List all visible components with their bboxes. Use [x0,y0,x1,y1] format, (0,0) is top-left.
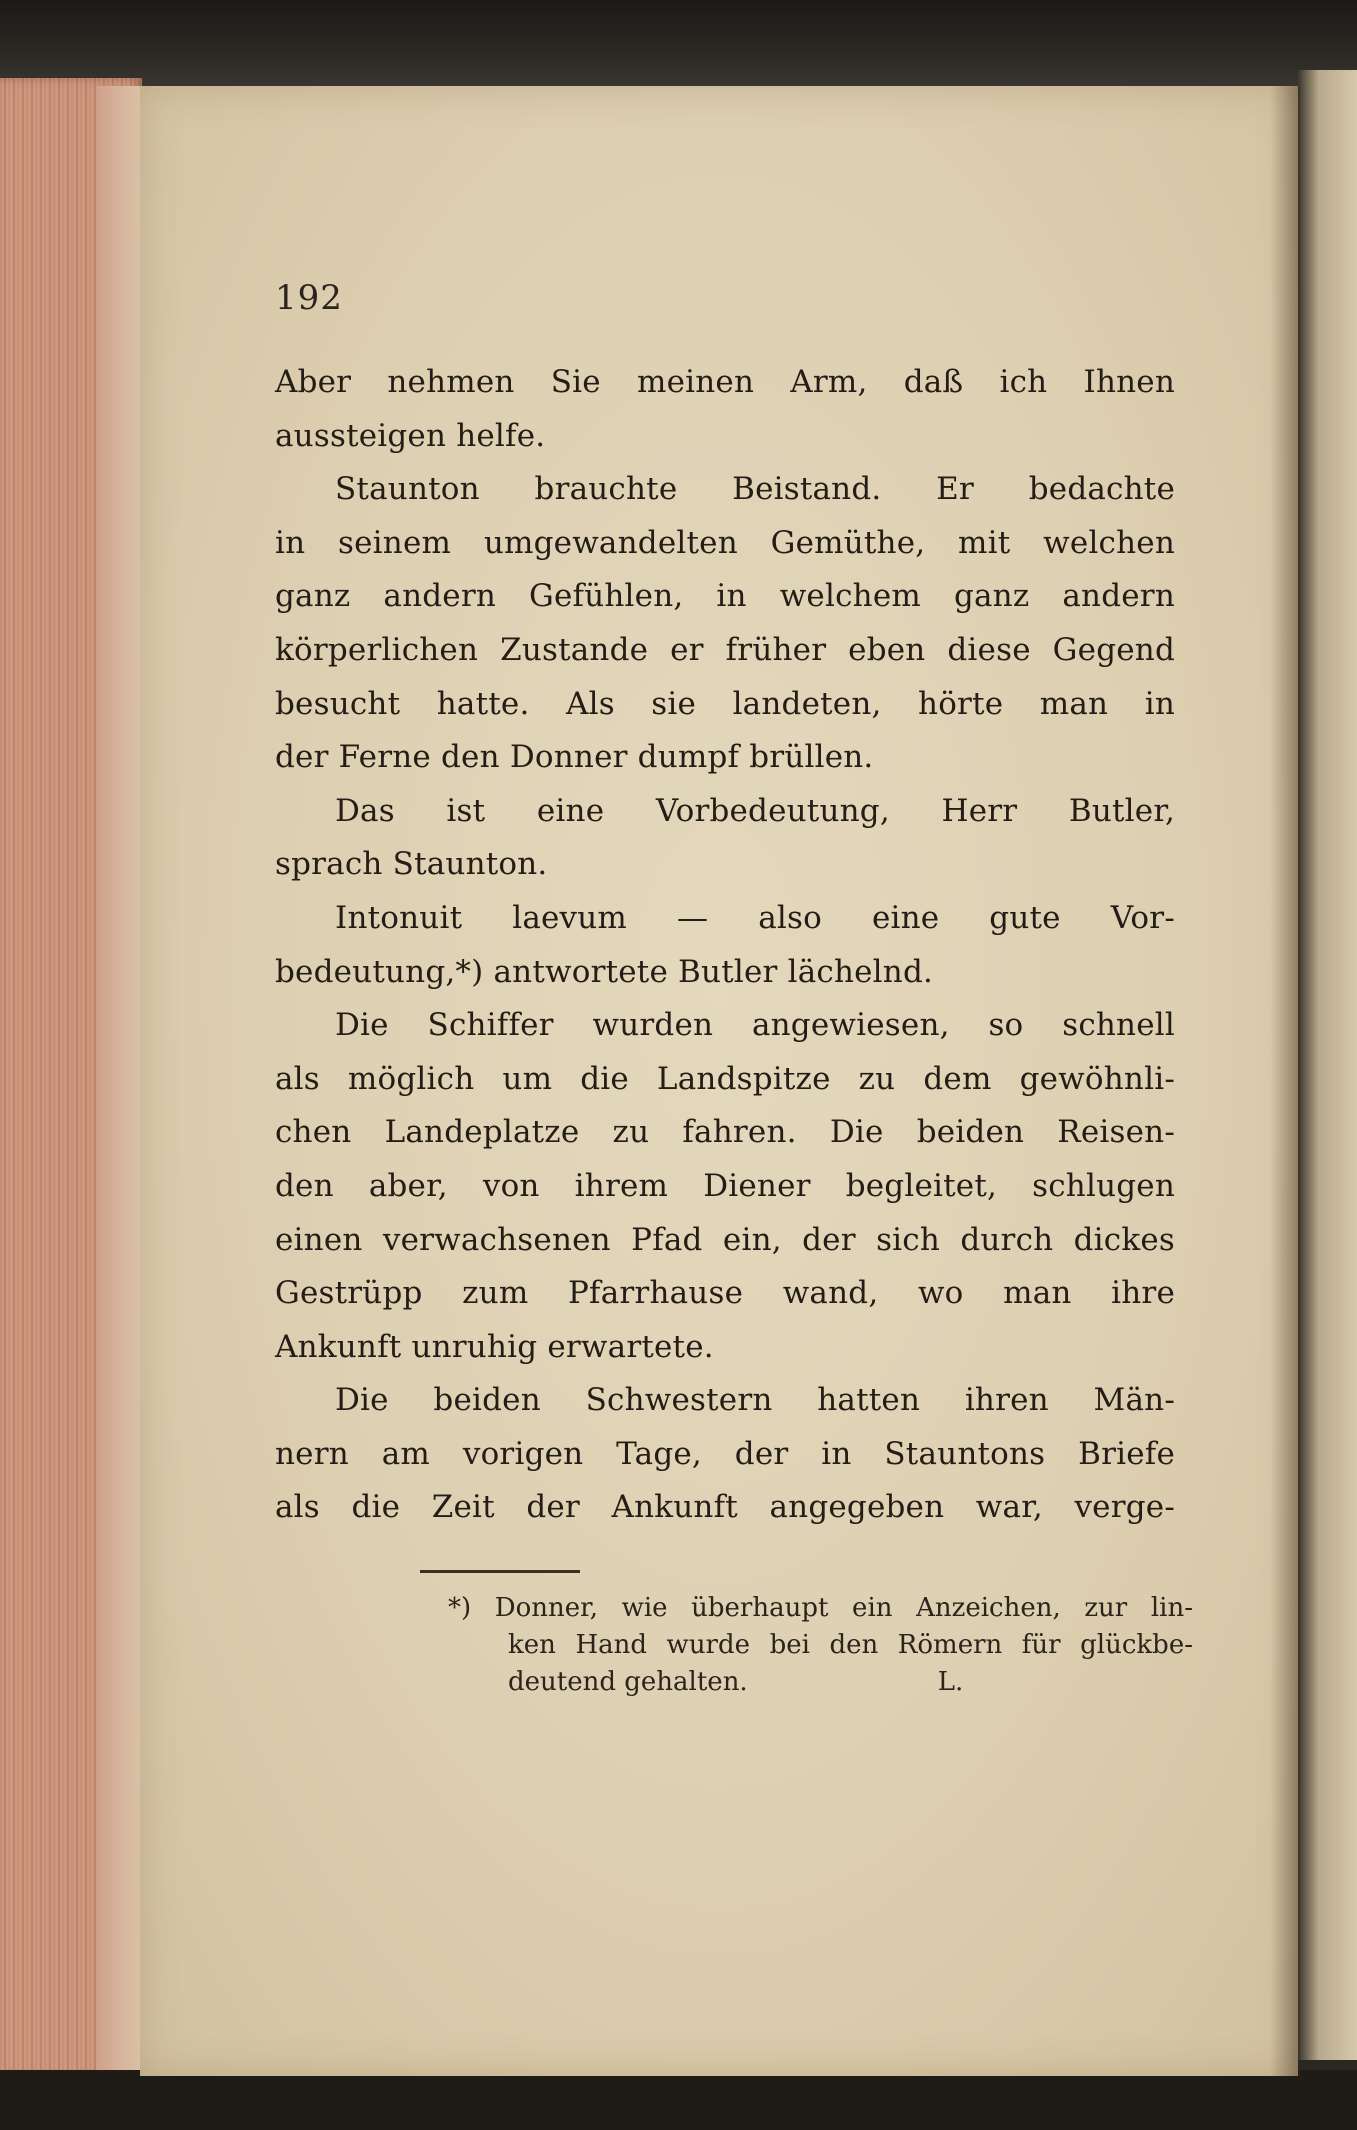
text-line: Intonuit laevum — also eine gute Vor- [335,899,1175,936]
text-line: aussteigen helfe. [275,417,546,454]
text-line: Gestrüpp zum Pfarrhause wand, wo man ihre [275,1275,1175,1312]
book-cover-top [0,0,1357,86]
book-cover-bottom [0,2070,1357,2130]
text-line: einen verwachsenen Pfad ein, der sich durch dickes [275,1221,1175,1258]
text-line: als die Zeit der Ankunft angegeben war, verge- [275,1489,1175,1526]
text-line: Die beiden Schwestern hatten ihren Män- [335,1382,1175,1419]
text-line: bedeutung,*) antwortete Butler lächelnd. [275,953,934,990]
text-line: körperlichen Zustande er früher eben diese Gegend [275,631,1175,668]
page-number: 192 [275,278,343,318]
text-line: der Ferne den Donner dumpf brüllen. [275,739,874,776]
page-edge-inner [96,86,144,2076]
text-line: besucht hatte. Als sie landeten, hörte man in [275,685,1175,722]
text-line: Die Schiffer wurden angewiesen, so schnell [335,1007,1175,1044]
text-line: in seinem umgewandelten Gemüthe, mit welchen [275,524,1175,561]
text-line: chen Landeplatze zu fahren. Die beiden Reisen- [275,1114,1175,1151]
footnote-line-text: deutend gehalten. [508,1667,748,1697]
text-line: Das ist eine Vorbedeutung, Herr Butler, [335,792,1175,829]
text-line: Ankunft unruhig erwartete. [275,1328,714,1365]
text-line: sprach Staunton. [275,846,548,883]
gutter-shadow [1270,86,1300,2076]
text-line: Aber nehmen Sie meinen Arm, daß ich Ihnen [275,364,1175,400]
body-text [275,356,1175,1535]
footnote-line: ken Hand wurde bei den Römern für glückbe- [508,1630,1193,1660]
text-line: den aber, von ihrem Diener begleitet, schlugen [275,1167,1175,1204]
text-line: als möglich um die Landspitze zu dem gewöhnli- [275,1060,1175,1097]
footnote-line-last [448,1664,1193,1701]
footnote [448,1590,1193,1701]
footnote-divider [420,1570,580,1573]
text-line: Staunton brauchte Beistand. Er bedachte [335,471,1175,508]
footnote-signature: L. [937,1667,964,1697]
facing-page-edge [1298,70,1357,2060]
text-line: nern am vorigen Tage, der in Stauntons Briefe [275,1435,1175,1472]
footnote-line: *) Donner, wie überhaupt ein Anzeichen, zur lin- [448,1593,1193,1623]
text-line: ganz andern Gefühlen, in welchem ganz andern [275,578,1175,615]
